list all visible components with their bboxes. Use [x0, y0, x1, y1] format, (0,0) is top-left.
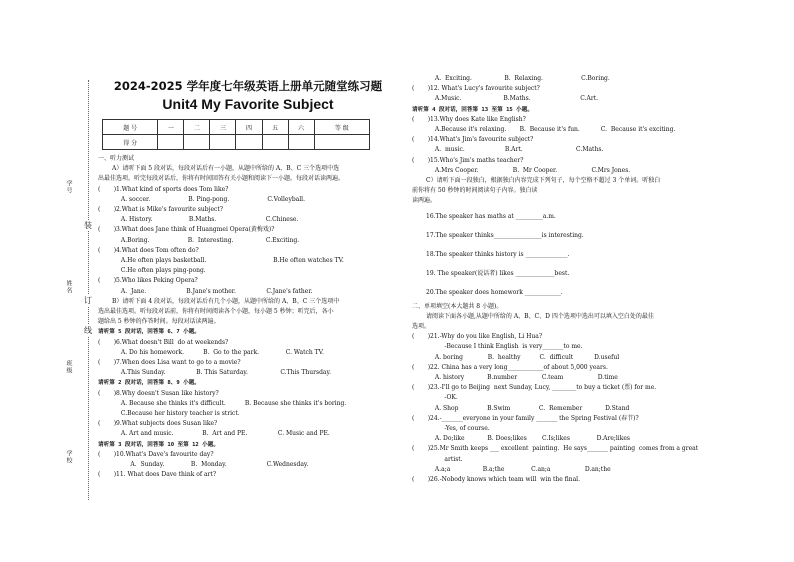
- binding-label-school: 学校: [65, 450, 72, 464]
- question-line: 前你将有 50 秒钟的时间阅读句子内容。独白读: [412, 187, 538, 195]
- question-line: 16.The speaker has maths at _________a.m.: [426, 212, 556, 220]
- question-line: ( )2.What is Mike's favourite subject?: [98, 206, 223, 214]
- binding-char-xian: 线: [84, 326, 92, 335]
- question-line: ( )13.Why does Kate like English?: [412, 115, 526, 123]
- question-line: A. boring B. healthy C. difficult D.useful: [412, 353, 620, 361]
- question-line: -Because I think English is very_______to me.: [412, 343, 583, 351]
- score-table: [102, 119, 370, 150]
- question-line: A. music. B.Art. C.Maths.: [412, 146, 604, 154]
- score-input-cell[interactable]: [158, 135, 184, 150]
- question-line: A.Music. B.Maths. C.Art.: [412, 95, 599, 103]
- question-line: 20.The speaker does homework ____________.: [426, 288, 563, 296]
- question-line: ( )15.Who's Jim's maths teacher?: [412, 156, 524, 164]
- question-line: ( )12. What's Lucy's favourite subject?: [412, 85, 540, 93]
- question-line: 一、听力测试: [98, 155, 135, 162]
- question-line: -OK.: [412, 394, 458, 402]
- question-line: 读两遍。: [412, 197, 437, 205]
- score-input-cell[interactable]: [236, 135, 262, 150]
- score-cell: 得 分: [103, 135, 158, 150]
- score-cell: 题 号: [103, 120, 158, 135]
- question-line: A. Jane. B.Jane's mother. C.Jane's father.: [98, 287, 313, 295]
- question-line: A.This Sunday. B. This Saturday. C.This Thursday.: [98, 369, 331, 377]
- question-line: B）请听下面 4 段对话，每段对话后有几个小题，从题中所给的 A、B、C 三个选项中: [112, 297, 340, 305]
- score-cell: 一: [158, 120, 184, 135]
- question-line: A. Do his homework. B. Go to the park. C. Watch TV.: [98, 348, 324, 356]
- question-line: 请听第 3 段对话，回答第 10 至第 12 小题。: [98, 441, 219, 448]
- question-line: ( )8.Why doesn't Susan like history?: [98, 389, 219, 397]
- question-line: A. Exciting. B. Relaxing. C.Boring.: [412, 75, 610, 82]
- question-line: ( )9.What subjects does Susan like?: [98, 420, 218, 428]
- question-line: 选项。: [412, 323, 431, 331]
- question-line: 18.The speaker thinks history is ______________.: [426, 250, 570, 258]
- question-line: 请听第 4 段对话，回答第 13 至第 15 小题。: [412, 106, 533, 113]
- question-line: A. History. B.Maths. C.Chinese.: [98, 216, 299, 224]
- question-line: 出最佳选项。听完每段对话后，你将有时间回答有关小题和阅读下一小题。每段对话读两遍。: [98, 175, 345, 183]
- question-line: 请阅读下面各小题,从题中所给的 A、B、C、D 四个选项中选出可以填入空白处的最佳: [426, 312, 654, 320]
- question-line: ( )24.-_______everyone in your family _______ the Spring Festival (春节)?: [412, 414, 639, 422]
- score-cell: 等 级: [314, 120, 369, 135]
- exam-title: 2024-2025 学年度七年级英语上册单元随堂练习题: [113, 79, 383, 93]
- score-input-cell[interactable]: [288, 135, 314, 150]
- binding-label-class: 班级: [65, 360, 72, 374]
- question-line: ( )11. What does Dave think of art?: [98, 471, 217, 479]
- question-line: A. Do;like B. Does;likes C.Is;likes D.Are;likes: [412, 435, 630, 443]
- question-line: C.Because her history teacher is strict.: [98, 410, 240, 418]
- question-line: 二、单项填空(本大题共 8 小题)。: [412, 302, 503, 310]
- question-line: ( )23.-I'll go to Beijing next Sunday, Lucy, ________to buy a ticket (票) for me.: [412, 384, 657, 392]
- question-line: ( )5.Who likes Peking Opera?: [98, 277, 198, 285]
- question-line: 请听第 2 段对话，回答第 8、9 小题。: [98, 380, 200, 387]
- score-input-cell[interactable]: [314, 135, 369, 150]
- binding-char-zhuang: 装: [84, 221, 92, 230]
- score-input-cell[interactable]: [262, 135, 288, 150]
- question-line: ( )1.What kind of sports does Tom like?: [98, 185, 229, 193]
- question-line: A.Boring. B. Interesting. C.Exciting.: [98, 236, 300, 244]
- question-line: A. soccer. B. Ping-pong. C.Volleyball.: [98, 195, 305, 203]
- question-line: ( )21.-Why do you like English, Li Hua?: [412, 333, 543, 341]
- score-table-header-row: [103, 120, 370, 135]
- binding-dotted-line: [88, 80, 90, 500]
- question-line: A.Mrs Cooper. B. Mr Cooper. C.Mrs Jones.: [412, 166, 631, 174]
- right-column: [412, 74, 712, 485]
- question-line: artist.: [412, 455, 463, 463]
- score-cell: 二: [184, 120, 210, 135]
- question-line: ( )6.What doesn't Bill do at weekends?: [98, 338, 229, 346]
- question-line: ( )4.What does Tom often do?: [98, 246, 199, 254]
- question-line: A.Because it's relaxing. B. Because it's fun. C. Because it's exciting.: [412, 126, 676, 134]
- question-line: 17.The speaker thinks________________is interesting.: [426, 231, 584, 239]
- score-input-cell[interactable]: [184, 135, 210, 150]
- binding-margin: [58, 80, 98, 500]
- question-line: A. history B.number C.team D.time: [412, 374, 618, 382]
- question-line: 请听第 5 段对话，回答第 6、7 小题。: [98, 329, 200, 336]
- score-input-cell[interactable]: [210, 135, 236, 150]
- question-line: A.He often plays basketball. B.He often watches TV.: [98, 257, 344, 265]
- left-column: [98, 78, 398, 481]
- question-line: A. Because she thinks it's difficult. B. Because she thinks it's boring.: [98, 399, 347, 407]
- score-cell: 五: [262, 120, 288, 135]
- score-cell: 三: [210, 120, 236, 135]
- score-table-score-row: [103, 135, 370, 150]
- question-line: A）请听下面 5 段对话，每段对话后有一小题，从题中所给的 A、B、C 三个选项中选: [112, 165, 340, 173]
- score-cell: 四: [236, 120, 262, 135]
- question-line: 题给出 5 秒钟的作答时间。每段对话读两遍。: [98, 318, 220, 326]
- question-line: -Yes, of course.: [412, 425, 490, 433]
- binding-label-student-id: 学号: [65, 180, 72, 194]
- exam-subtitle: Unit4 My Favorite Subject: [162, 96, 334, 112]
- question-line: ( )14.What's Jim's favourite subject?: [412, 136, 534, 144]
- question-line: ( )25.Mr Smith keeps ___ excellent painting. He says_______ painting comes from a great: [412, 445, 699, 453]
- question-line: ( )26.-Nobody knows which team will win the final.: [412, 476, 581, 484]
- left-question-list: [98, 154, 398, 481]
- question-line: ( )7.When does Lisa want to go to a movie?: [98, 359, 241, 367]
- question-line: C）请听下面一段独白，根据独白内容完成下列句子，每个空格不超过 3 个单词。听独白: [426, 177, 661, 185]
- right-question-list: [412, 74, 712, 485]
- binding-label-name: 姓名: [65, 280, 72, 294]
- question-line: 19. The speaker(说话者) likes _____________best.: [426, 269, 570, 277]
- question-line: A. Shop B.Swim C. Remember D.Stand: [412, 404, 630, 412]
- question-line: ( )3.What does Jane think of Huangmei Opera(黄梅戏)?: [98, 226, 275, 234]
- score-cell: 六: [288, 120, 314, 135]
- question-line: A. Art and music. B. Art and PE. C. Music and PE.: [98, 430, 330, 438]
- question-line: ( )22. China has a very long____________of about 5,000 years.: [412, 363, 608, 371]
- question-line: A. Sunday. B. Monday. C.Wednesday.: [98, 461, 309, 469]
- question-line: 选出最佳选项。听每段对话前，你将有时间阅读各个小题，每小题 5 秒钟；听完后，各小: [98, 308, 334, 316]
- question-line: ( )10.What's Dave's favourite day?: [98, 450, 214, 458]
- question-line: C.He often plays ping-pong.: [98, 267, 206, 275]
- question-line: A.a;a B.a;the C.an;a D.an;the: [412, 465, 611, 473]
- binding-char-ding: 订: [84, 296, 92, 305]
